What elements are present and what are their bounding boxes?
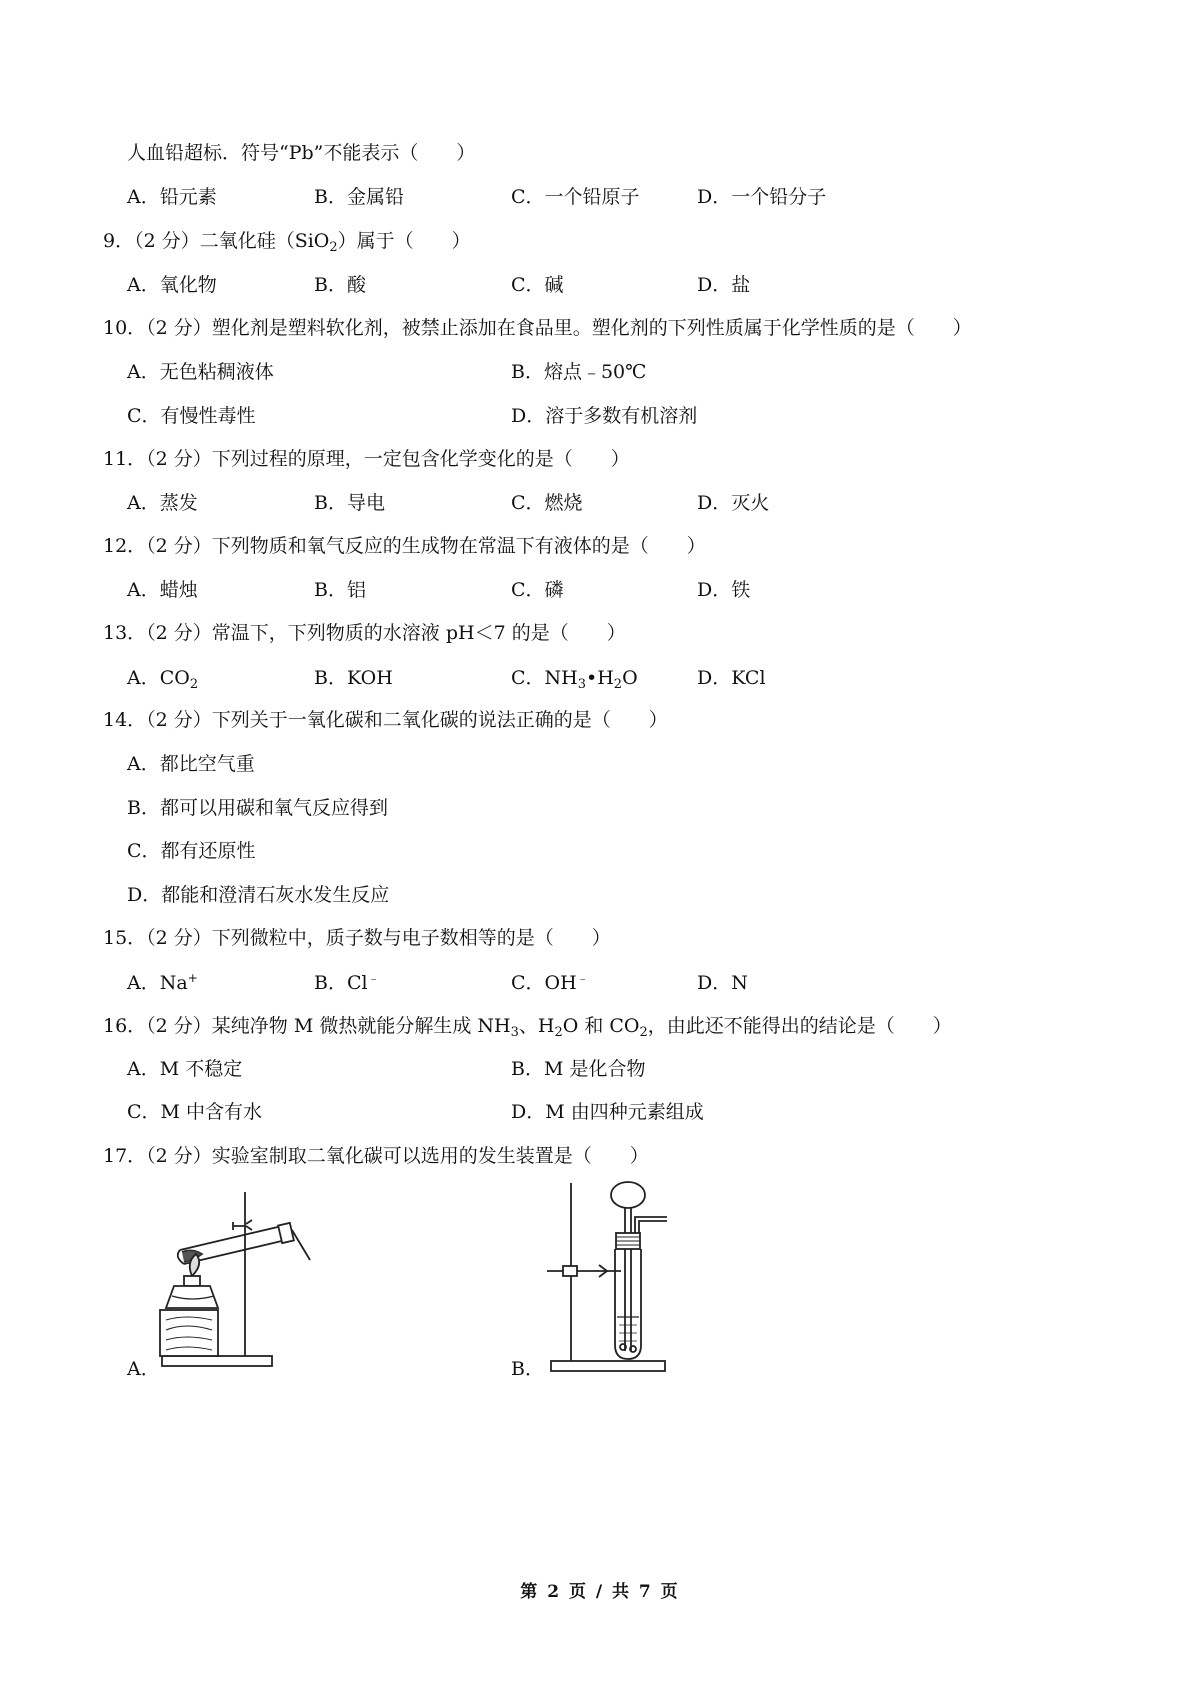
- q17-stem: 17．（2 分）实验室制取二氧化碳可以选用的发生装置是（ ）: [103, 1145, 649, 1167]
- q13-option-a: A．$CO_2$: [127, 667, 199, 692]
- q14-option-a: A．都比空气重: [127, 753, 255, 775]
- q12-option-b: B．铝: [314, 579, 366, 601]
- q17-option-a: A．: [127, 1358, 160, 1380]
- q13-stem: 13．（2 分）常温下，下列物质的水溶液 pH＜7 的是（ ）: [103, 622, 626, 644]
- q10-option-c: C．有慢性毒性: [127, 405, 256, 427]
- apparatus-a-illustration: [152, 1180, 317, 1380]
- q14-option-d: D．都能和澄清石灰水发生反应: [127, 884, 390, 906]
- q14-option-b: B．都可以用碳和氧气反应得到: [127, 797, 388, 819]
- q9-option-a: A．氧化物: [127, 274, 217, 296]
- q11-stem: 11．（2 分）下列过程的原理，一定包含化学变化的是（ ）: [103, 448, 630, 470]
- q12-option-d: D．铁: [697, 579, 751, 601]
- q15-option-c: C．OH﹣: [511, 971, 589, 994]
- q11-option-d: D．灭火: [697, 492, 770, 514]
- q9-option-b: B．酸: [314, 274, 366, 296]
- q10-option-a: A．无色粘稠液体: [127, 361, 274, 383]
- q13-option-d: D．KCl: [697, 667, 766, 689]
- q17-option-b: B．: [511, 1358, 544, 1380]
- q9-option-d: D．盐: [697, 274, 751, 296]
- apparatus-b-illustration: [543, 1175, 678, 1385]
- q10-option-b: B．熔点﹣50℃: [511, 361, 647, 383]
- q16-option-b: B．M 是化合物: [511, 1058, 646, 1080]
- q12-stem: 12．（2 分）下列物质和氧气反应的生成物在常温下有液体的是（ ）: [103, 535, 706, 557]
- q16-stem: 16．（2 分）某纯净物 M 微热就能分解生成 $NH_3$、$H_2O$ 和 $CO_2$，由此还不能得出的结论是（ ）: [103, 1015, 952, 1040]
- q8-option-d: D．一个铅分子: [697, 186, 827, 208]
- q12-option-c: C．磷: [511, 579, 564, 601]
- page-number-footer: 第 2 页 / 共 7 页: [520, 1582, 680, 1602]
- q9-stem: 9．（2 分）二氧化硅（SiO$_2$）属于（ ）: [103, 230, 471, 255]
- q15-stem: 15．（2 分）下列微粒中，质子数与电子数相等的是（ ）: [103, 927, 611, 949]
- q14-stem: 14．（2 分）下列关于一氧化碳和二氧化碳的说法正确的是（ ）: [103, 709, 668, 731]
- q16-option-a: A．M 不稳定: [127, 1058, 243, 1080]
- q16-option-d: D．M 由四种元素组成: [511, 1101, 704, 1123]
- q11-option-b: B．导电: [314, 492, 385, 514]
- q8-option-b: B．金属铅: [314, 186, 404, 208]
- q10-stem: 10．（2 分）塑化剂是塑料软化剂，被禁止添加在食品里。塑化剂的下列性质属于化学性质的是（ ）: [103, 317, 972, 339]
- q10-option-d: D．溶于多数有机溶剂: [511, 405, 698, 427]
- q8-stem: 人血铅超标．符号“Pb”不能表示（ ）: [127, 142, 476, 164]
- q16-option-c: C．M 中含有水: [127, 1101, 263, 1123]
- q12-option-a: A．蜡烛: [127, 579, 198, 601]
- q15-option-a: A．Na+: [127, 971, 198, 994]
- q13-option-c: C．$NH_3•H_2O$: [511, 667, 638, 692]
- q15-option-b: B．Cl﹣: [314, 971, 380, 994]
- q9-option-c: C．碱: [511, 274, 564, 296]
- q15-option-d: D．N: [697, 972, 748, 994]
- q8-option-c: C．一个铅原子: [511, 186, 640, 208]
- q11-option-c: C．燃烧: [511, 492, 583, 514]
- q14-option-c: C．都有还原性: [127, 840, 256, 862]
- q11-option-a: A．蒸发: [127, 492, 198, 514]
- q13-option-b: B．KOH: [314, 667, 393, 689]
- q8-option-a: A．铅元素: [127, 186, 217, 208]
